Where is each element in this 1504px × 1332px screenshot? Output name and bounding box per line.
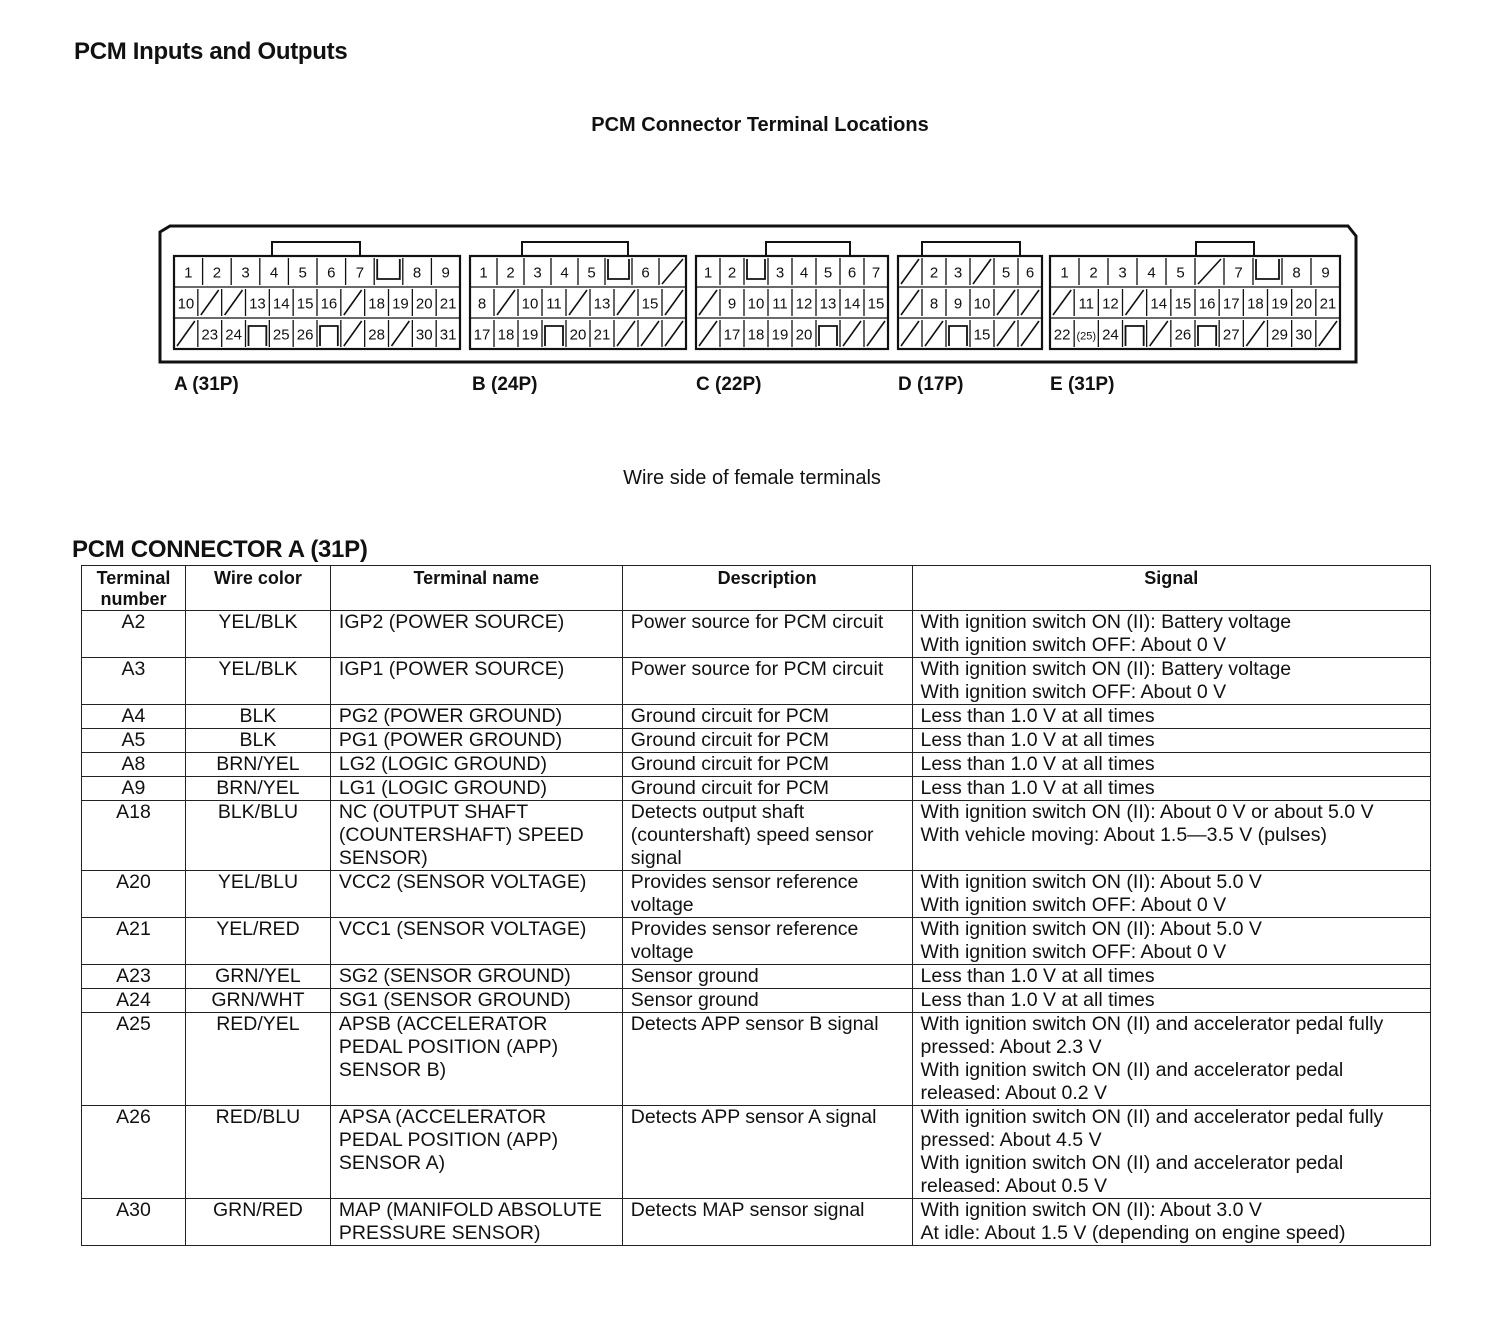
terminal-number: 5 [298,264,307,282]
cell-terminal-name: VCC1 (SENSOR VOLTAGE) [330,918,622,965]
empty-cavity-slash [201,290,219,315]
cell-wire-color: BLK/BLU [185,801,330,871]
empty-cavity-slash [1053,290,1071,315]
terminal-number: 22 [1053,326,1071,344]
key-notch [1198,326,1216,346]
terminal-number: 17 [1222,295,1240,313]
empty-cavity-slash [177,321,195,346]
cell-terminal-name: IGP2 (POWER SOURCE) [330,611,622,658]
terminal-number: 12 [795,295,813,313]
terminal-number: 9 [953,295,963,313]
terminal-number: 16 [320,295,338,313]
terminal-number: 9 [727,295,737,313]
terminal-number: 19 [771,326,789,344]
terminal-number: 26 [1174,326,1192,344]
cell-description: Detects APP sensor A signal [622,1106,912,1199]
terminal-number: 16 [1198,295,1216,313]
key-notch [608,259,629,279]
cell-description: Detects APP sensor B signal [622,1013,912,1106]
table-row [82,658,1431,705]
terminal-number: 15 [867,295,885,313]
connector-tab [766,242,850,256]
terminal-number: 10 [521,295,539,313]
diagram-caption: Wire side of female terminals [623,467,881,489]
terminal-number: 4 [269,264,279,282]
terminal-number: 10 [747,295,765,313]
terminal-number: 15 [1174,295,1192,313]
terminal-number: 11 [1078,295,1095,313]
empty-cavity-slash [225,290,243,315]
table-row [82,1106,1431,1199]
cell-description: Provides sensor reference voltage [622,871,912,918]
connector-label: A (31P) [174,374,239,395]
empty-cavity-slash [1150,321,1168,346]
signal-line: With ignition switch ON (II): About 5.0 V [920,871,1262,893]
empty-cavity-slash [901,259,919,284]
terminal-number: 14 [843,295,861,313]
terminal-number: 9 [441,264,450,282]
cell-terminal-name: PG1 (POWER GROUND) [330,729,622,753]
terminal-number: 1 [703,264,713,282]
cell-signal [912,871,1430,918]
terminal-number: 13 [249,295,266,313]
cell-signal [912,777,1430,801]
terminal-number: 3 [775,264,785,282]
cell-description: Power source for PCM circuit [622,611,912,658]
empty-cavity-slash [497,290,515,315]
empty-cavity-slash [344,321,362,346]
terminal-number: 15 [296,295,314,313]
cell-signal [912,611,1430,658]
signal-line: Less than 1.0 V at all times [920,753,1155,775]
terminal-number: 20 [1295,295,1313,313]
cell-wire-color: YEL/BLK [185,658,330,705]
section-title: PCM CONNECTOR A (31P) [72,536,368,563]
signal-line: With ignition switch OFF: About 0 V [920,681,1227,703]
pin-table [81,565,1431,1246]
cell-signal [912,989,1430,1013]
terminal-number: 29 [1271,326,1288,344]
table-row [82,705,1431,729]
signal-line: With ignition switch ON (II): About 5.0 V [920,918,1262,940]
signal-line: At idle: About 1.5 V (depending on engine speed) [920,1222,1346,1244]
empty-cavity-slash [699,290,717,315]
cell-terminal-number: A30 [82,1199,186,1246]
header-terminal-name: Terminal name [330,566,622,611]
empty-cavity-slash [997,290,1015,315]
terminal-number: 11 [772,295,788,313]
cell-description: Provides sensor reference voltage [622,918,912,965]
terminal-number: 18 [1247,295,1264,313]
cell-terminal-number: A2 [82,611,186,658]
terminal-number: (25) [1076,330,1097,343]
terminal-number: 10 [973,295,991,313]
signal-line: With ignition switch OFF: About 0 V [920,634,1227,656]
empty-cavity-slash [901,290,919,315]
terminal-number: 6 [1025,264,1035,282]
terminal-number: 21 [439,295,457,313]
terminal-number: 17 [473,326,491,344]
connector-label: D (17P) [898,374,964,395]
header-signal: Signal [912,566,1430,611]
signal-line: With ignition switch ON (II): Battery voltage [920,611,1292,633]
terminal-number: 3 [953,264,963,282]
empty-cavity-slash [662,259,683,284]
terminal-number: 21 [1319,295,1337,313]
terminal-number: 1 [1060,264,1069,282]
terminal-number: 6 [327,264,336,282]
signal-line: Less than 1.0 V at all times [920,989,1155,1011]
cell-terminal-name: PG2 (POWER GROUND) [330,705,622,729]
cell-terminal-name: SG2 (SENSOR GROUND) [330,965,622,989]
cell-signal [912,1106,1430,1199]
table-row [82,729,1431,753]
signal-line: Less than 1.0 V at all times [920,965,1155,987]
terminal-number: 19 [1271,295,1288,313]
terminal-number: 7 [355,264,365,282]
cell-terminal-number: A26 [82,1106,186,1199]
cell-signal [912,801,1430,871]
connector-tab [522,242,628,256]
cell-terminal-name: APSB (ACCELERATOR PEDAL POSITION (APP) SENSOR B) [330,1013,622,1106]
connector-tab [1196,242,1254,256]
terminal-number: 31 [439,326,457,344]
connector-tab [922,242,1020,256]
connector-label: E (31P) [1050,374,1115,395]
cell-wire-color: GRN/YEL [185,965,330,989]
connector-diagram [0,0,1504,440]
cell-signal [912,1013,1430,1106]
signal-line: Less than 1.0 V at all times [920,705,1155,727]
cell-signal [912,965,1430,989]
terminal-number: 6 [847,264,857,282]
terminal-number: 25 [272,326,290,344]
cell-terminal-number: A24 [82,989,186,1013]
terminal-number: 18 [747,326,765,344]
terminal-number: 2 [212,264,222,282]
terminal-number: 13 [593,295,611,313]
cell-signal [912,918,1430,965]
cell-terminal-name: MAP (MANIFOLD ABSOLUTE PRESSURE SENSOR) [330,1199,622,1246]
empty-cavity-slash [973,259,991,284]
terminal-number: 24 [225,326,242,344]
empty-cavity-slash [997,321,1015,346]
cell-wire-color: BLK [185,729,330,753]
cell-terminal-name: APSA (ACCELERATOR PEDAL POSITION (APP) SENSOR A) [330,1106,622,1199]
terminal-number: 1 [184,264,193,282]
cell-terminal-number: A5 [82,729,186,753]
table-row [82,965,1431,989]
terminal-number: 2 [506,264,515,282]
terminal-number: 30 [1295,326,1313,344]
empty-cavity-slash [699,321,717,346]
terminal-number: 23 [201,326,219,344]
terminal-number: 15 [641,295,659,313]
cell-terminal-number: A9 [82,777,186,801]
empty-cavity-slash [392,321,410,346]
terminal-number: 19 [521,326,539,344]
key-notch [249,326,267,346]
terminal-number: 20 [795,326,813,344]
terminal-number: 28 [368,326,385,344]
empty-cavity-slash [665,321,683,346]
terminal-number: 8 [929,295,939,313]
cell-description: Sensor ground [622,989,912,1013]
cell-terminal-name: LG1 (LOGIC GROUND) [330,777,622,801]
table-header-row [82,566,1431,611]
key-notch [819,326,837,346]
signal-line: With ignition switch ON (II): Battery voltage [920,658,1292,680]
empty-cavity-slash [1021,290,1039,315]
cell-wire-color: GRN/RED [185,1199,330,1246]
terminal-number: 5 [587,264,596,282]
empty-cavity-slash [569,290,587,315]
cell-terminal-number: A23 [82,965,186,989]
empty-cavity-slash [1198,259,1221,284]
cell-description: Ground circuit for PCM [622,705,912,729]
signal-line: Less than 1.0 V at all times [920,777,1155,799]
terminal-number: 12 [1102,295,1119,313]
cell-terminal-name: VCC2 (SENSOR VOLTAGE) [330,871,622,918]
terminal-number: 8 [412,264,422,282]
cell-signal [912,1199,1430,1246]
terminal-number: 7 [1234,264,1243,282]
header-terminal-number: Terminal number [82,566,186,611]
key-notch [320,326,338,346]
table-row [82,918,1431,965]
empty-cavity-slash [867,321,885,346]
terminal-number: 8 [1292,264,1301,282]
terminal-number: 1 [479,264,488,282]
cell-description: Detects output shaft (countershaft) speed sensor signal [622,801,912,871]
table-row [82,1013,1431,1106]
empty-cavity-slash [843,321,861,346]
empty-cavity-slash [901,321,919,346]
key-notch [1256,259,1279,279]
page-title: PCM Inputs and Outputs [74,38,348,65]
cell-terminal-name: IGP1 (POWER SOURCE) [330,658,622,705]
table-row [82,989,1431,1013]
empty-cavity-slash [1319,321,1337,346]
key-notch [747,259,765,279]
table-row [82,871,1431,918]
table-row [82,1199,1431,1246]
terminal-number: 21 [593,326,611,344]
signal-line: Less than 1.0 V at all times [920,729,1155,751]
empty-cavity-slash [617,290,635,315]
terminal-number: 18 [368,295,385,313]
cell-terminal-name: NC (OUTPUT SHAFT (COUNTERSHAFT) SPEED SENSOR) [330,801,622,871]
diagram-title: PCM Connector Terminal Locations [591,114,929,136]
signal-line: With ignition switch ON (II) and accelerator pedal released: About 0.5 V [920,1152,1344,1197]
cell-wire-color: BRN/YEL [185,777,330,801]
cell-terminal-number: A25 [82,1013,186,1106]
terminal-number: 2 [929,264,939,282]
cell-signal [912,729,1430,753]
terminal-number: 3 [533,264,542,282]
cell-terminal-name: SG1 (SENSOR GROUND) [330,989,622,1013]
terminal-number: 19 [392,295,409,313]
signal-line: With ignition switch OFF: About 0 V [920,941,1227,963]
terminal-number: 8 [477,295,487,313]
terminal-number: 3 [241,264,250,282]
cell-wire-color: RED/BLU [185,1106,330,1199]
cell-wire-color: YEL/BLU [185,871,330,918]
terminal-number: 5 [1001,264,1011,282]
cell-wire-color: YEL/RED [185,918,330,965]
key-notch [377,259,400,279]
cell-description: Detects MAP sensor signal [622,1199,912,1246]
terminal-number: 4 [799,264,809,282]
terminal-number: 6 [641,264,650,282]
cell-signal [912,705,1430,729]
empty-cavity-slash [641,321,659,346]
terminal-number: 26 [296,326,314,344]
terminal-number: 2 [1089,264,1098,282]
key-notch [949,326,967,346]
cell-terminal-number: A4 [82,705,186,729]
connector-label: C (22P) [696,374,762,395]
signal-line: With ignition switch ON (II): About 0 V or about 5.0 V [920,801,1374,823]
terminal-number: 20 [569,326,587,344]
cell-signal [912,658,1430,705]
signal-line: With ignition switch ON (II) and accelerator pedal fully pressed: About 2.3 V [920,1013,1384,1058]
empty-cavity-slash [665,290,683,315]
signal-line: With ignition switch OFF: About 0 V [920,894,1227,916]
empty-cavity-slash [1021,321,1039,346]
empty-cavity-slash [1246,321,1264,346]
signal-line: With ignition switch ON (II) and accelerator pedal released: About 0.2 V [920,1059,1344,1104]
key-notch [545,326,563,346]
empty-cavity-slash [925,321,943,346]
cell-terminal-number: A3 [82,658,186,705]
terminal-number: 4 [560,264,569,282]
cell-wire-color: YEL/BLK [185,611,330,658]
terminal-number: 13 [819,295,837,313]
signal-line: With ignition switch ON (II): About 3.0 V [920,1199,1262,1221]
terminal-number: 2 [727,264,737,282]
cell-wire-color: BLK [185,705,330,729]
cell-wire-color: GRN/WHT [185,989,330,1013]
cell-wire-color: RED/YEL [185,1013,330,1106]
terminal-number: 17 [723,326,741,344]
cell-terminal-name: LG2 (LOGIC GROUND) [330,753,622,777]
connector-label: B (24P) [472,374,538,395]
signal-line: With vehicle moving: About 1.5—3.5 V (pulses) [920,824,1327,846]
cell-terminal-number: A18 [82,801,186,871]
terminal-number: 7 [871,264,881,282]
cell-description: Ground circuit for PCM [622,753,912,777]
header-description: Description [622,566,912,611]
terminal-number: 27 [1222,326,1240,344]
cell-description: Ground circuit for PCM [622,777,912,801]
terminal-number: 5 [1176,264,1185,282]
terminal-number: 14 [1150,295,1168,313]
terminal-number: 15 [973,326,991,344]
cell-description: Ground circuit for PCM [622,729,912,753]
connector-tab [272,242,360,256]
terminal-number: 24 [1102,326,1119,344]
terminal-number: 14 [272,295,290,313]
terminal-number: 18 [497,326,515,344]
cell-terminal-number: A21 [82,918,186,965]
cell-terminal-number: A8 [82,753,186,777]
empty-cavity-slash [617,321,635,346]
terminal-number: 4 [1147,264,1156,282]
terminal-number: 5 [823,264,833,282]
cell-description: Sensor ground [622,965,912,989]
terminal-number: 9 [1321,264,1330,282]
terminal-number: 3 [1118,264,1127,282]
empty-cavity-slash [1126,290,1144,315]
terminal-number: 10 [177,295,195,313]
terminal-number: 20 [415,295,433,313]
cell-wire-color: BRN/YEL [185,753,330,777]
table-row [82,753,1431,777]
header-wire-color: Wire color [185,566,330,611]
terminal-number: 11 [546,295,562,313]
table-row [82,777,1431,801]
cell-description: Power source for PCM circuit [622,658,912,705]
cell-terminal-number: A20 [82,871,186,918]
empty-cavity-slash [344,290,362,315]
table-row [82,611,1431,658]
signal-line: With ignition switch ON (II) and accelerator pedal fully pressed: About 4.5 V [920,1106,1384,1151]
table-row [82,801,1431,871]
cell-signal [912,753,1430,777]
key-notch [1126,326,1144,346]
terminal-number: 30 [415,326,433,344]
